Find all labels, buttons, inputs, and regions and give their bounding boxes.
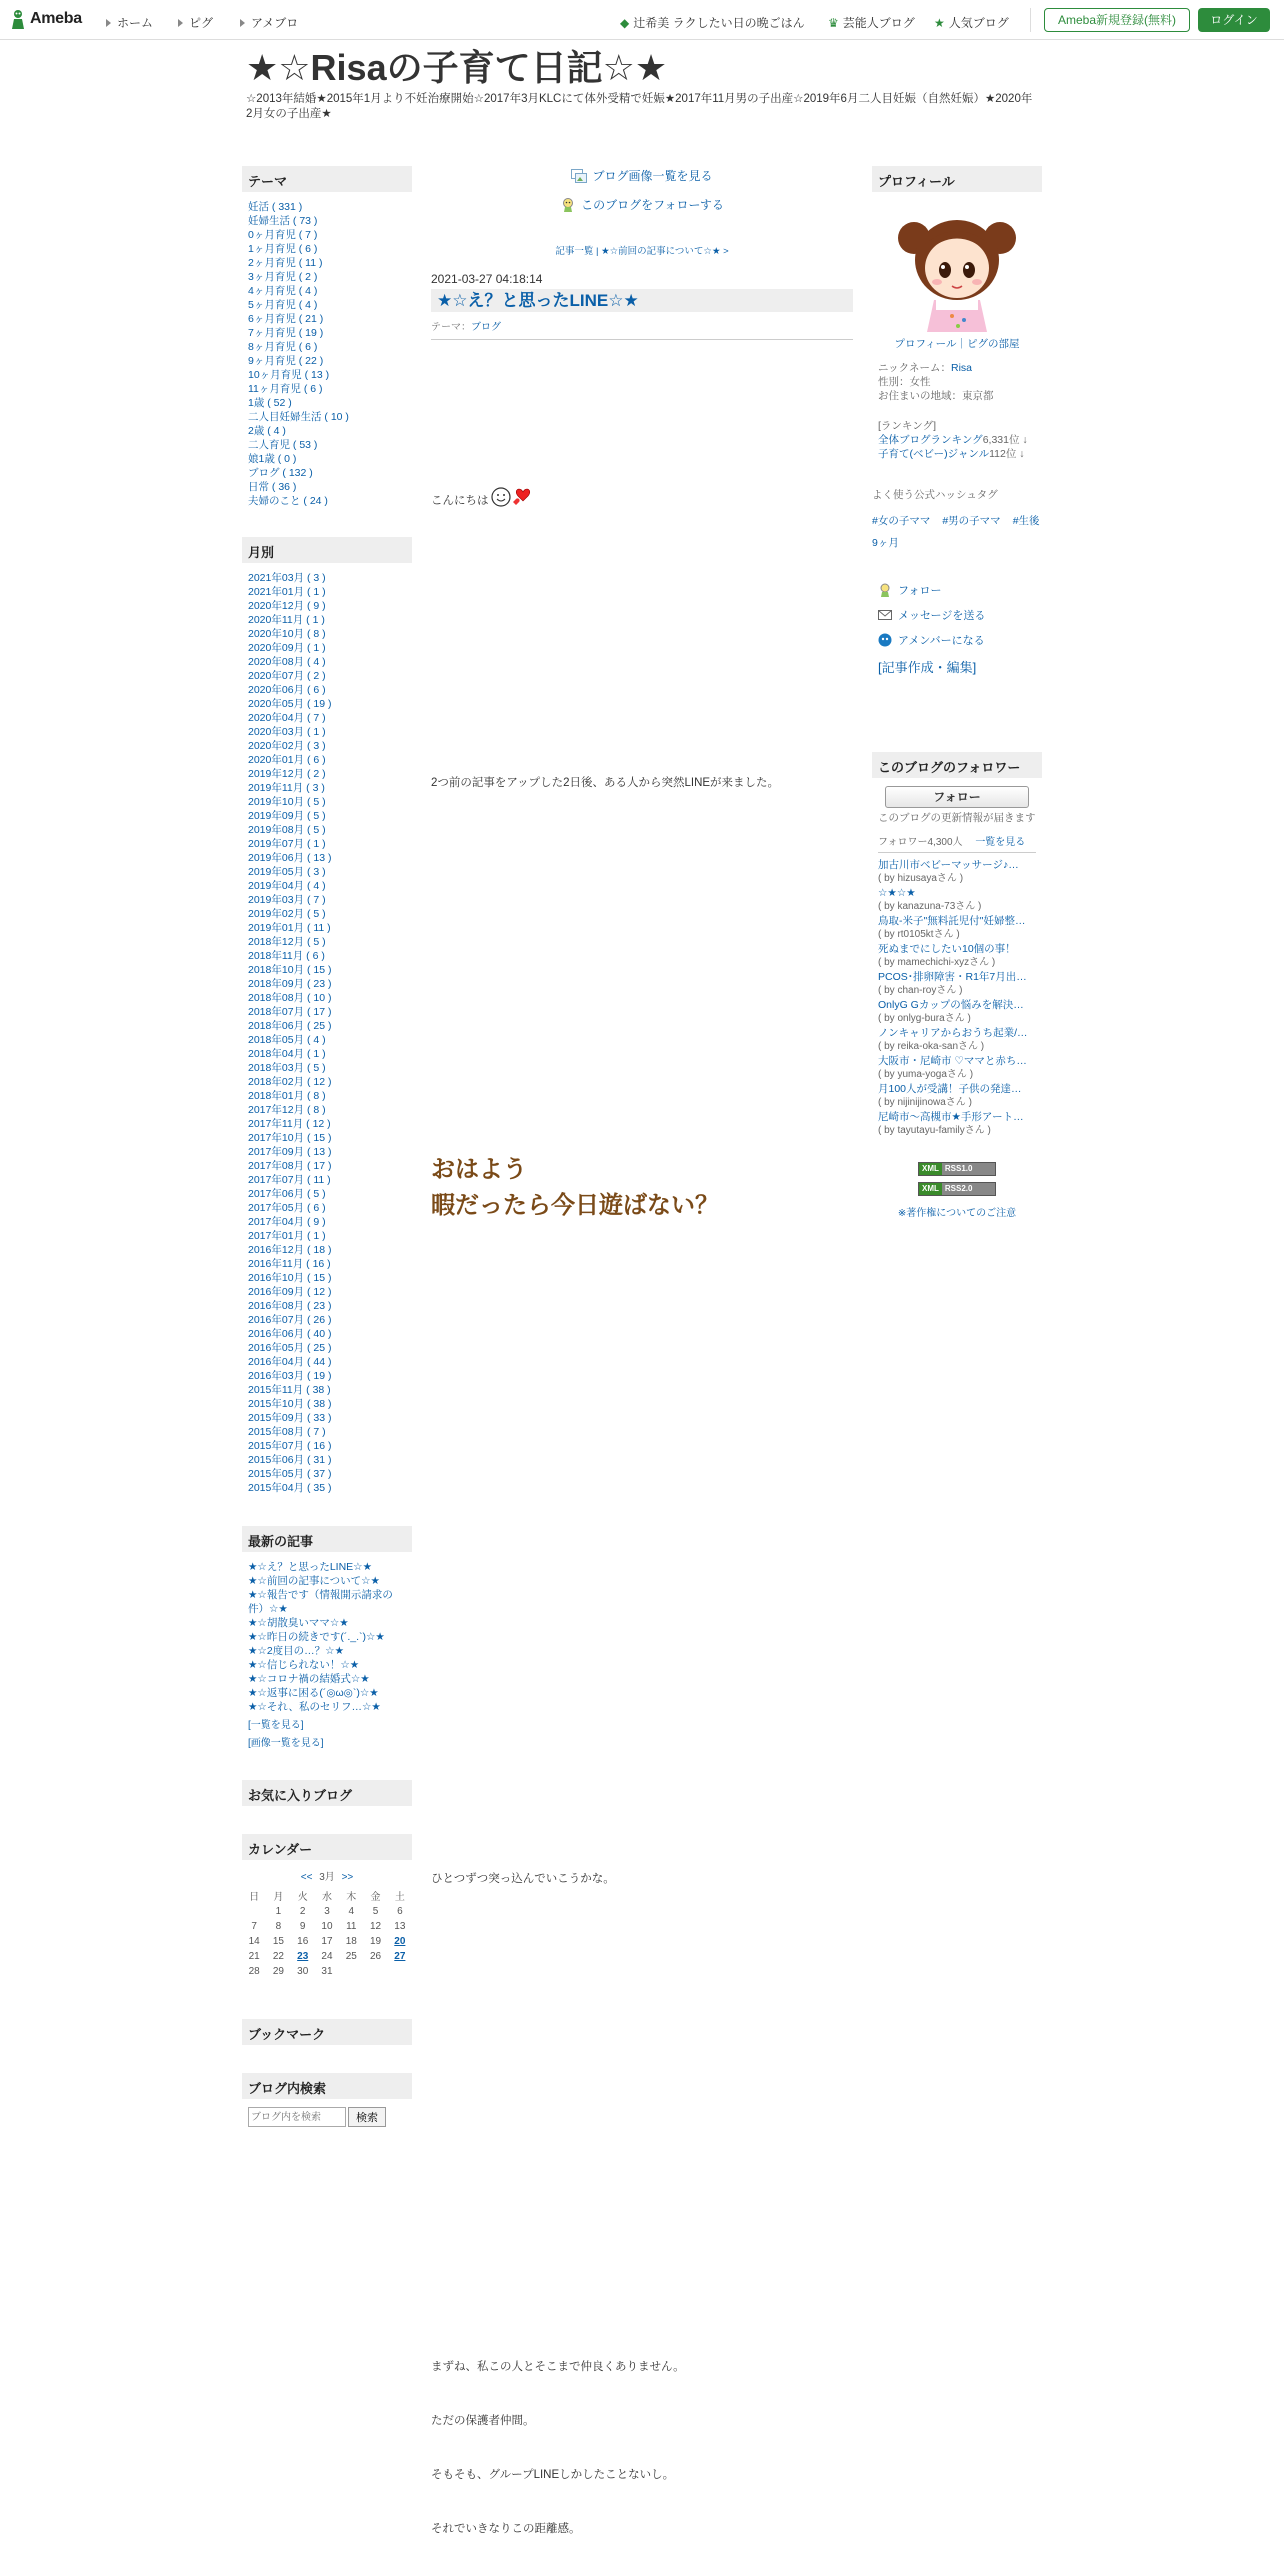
month-archive-link[interactable]: 2015年09月 ( 33 )	[248, 1412, 332, 1424]
nav-home[interactable]: ホーム	[106, 14, 153, 31]
calendar-day-link[interactable]: 20	[394, 1936, 406, 1947]
ranking-genre-link[interactable]: 子育て(ベビー)ジャンル	[878, 448, 990, 460]
rss-section	[872, 1162, 1042, 1219]
ameba-logo[interactable]	[10, 9, 82, 29]
calendar-day: 18	[345, 1936, 357, 1947]
month-archive-link[interactable]: 2020年05月 ( 19 )	[248, 698, 332, 710]
profile-link[interactable]: プロフィール｜ピグの部屋	[894, 338, 1020, 350]
follow-button[interactable]: フォロー	[885, 786, 1029, 808]
gender: 性別：女性	[878, 376, 931, 388]
month-archive-link[interactable]: 2016年03月 ( 19 )	[248, 1370, 332, 1382]
month-archive-link[interactable]: 2017年10月 ( 15 )	[248, 1132, 332, 1144]
month-archive-link[interactable]: 2019年12月 ( 2 )	[248, 768, 326, 780]
calendar-day: 1	[275, 1906, 282, 1917]
calendar-day: 8	[275, 1921, 282, 1932]
avatar-girl-image	[892, 208, 1022, 332]
calendar-day-link[interactable]: 27	[394, 1951, 406, 1962]
calendar-day: 19	[369, 1936, 382, 1947]
blog-title[interactable]: ★☆Risaの子育て日記☆★	[246, 47, 668, 88]
entry-theme-link[interactable]: ブログ	[471, 322, 501, 333]
message-action[interactable]: メッセージを送る	[878, 607, 1042, 623]
calendar-day: 12	[369, 1921, 382, 1932]
weekday-header: 土	[394, 1892, 405, 1903]
month-archive-link[interactable]: 2018年06月 ( 25 )	[248, 1020, 332, 1032]
month-archive-link[interactable]: 2015年11月 ( 38 )	[248, 1384, 331, 1396]
theme-link[interactable]: 妊婦生活 ( 73 )	[248, 215, 318, 227]
month-archive-link[interactable]: 2016年08月 ( 23 )	[248, 1300, 332, 1312]
crown-icon: ♛	[828, 15, 839, 30]
recent-list	[242, 1552, 412, 1714]
month-archive-link[interactable]: 2020年11月 ( 1 )	[248, 614, 325, 626]
month-archive-link[interactable]: 2016年11月 ( 16 )	[248, 1258, 331, 1270]
copyright-link[interactable]: ※著作権についてのご注意	[897, 1208, 1017, 1219]
follower-blog-link[interactable]: 死ぬまでにしたい10個の事！	[878, 943, 1016, 955]
envelope-icon	[878, 609, 892, 621]
logo-text: Ameba	[30, 10, 82, 27]
calendar-day: 15	[272, 1936, 284, 1947]
theme-link[interactable]: 2ヶ月育児 ( 11 )	[248, 257, 323, 269]
calendar-day-link[interactable]: 23	[297, 1951, 309, 1962]
weekday-header: 木	[346, 1892, 357, 1903]
arrow-icon	[178, 19, 183, 27]
theme-link[interactable]: 1歳 ( 52 )	[248, 397, 292, 409]
follower-blog-link[interactable]: 月100人が受講！子供の発達…	[878, 1083, 1022, 1095]
rss2-badge[interactable]: XML RSS2.0	[918, 1182, 996, 1196]
month-archive-link[interactable]: 2016年10月 ( 15 )	[248, 1272, 332, 1284]
month-archive-link[interactable]: 2019年08月 ( 5 )	[248, 824, 326, 836]
rss1-badge[interactable]: XML RSS1.0	[918, 1162, 996, 1176]
month-archive-link[interactable]: 2019年02月 ( 5 )	[248, 908, 326, 920]
calendar-prev[interactable]: <<	[300, 1872, 313, 1883]
calendar-day: 3	[324, 1906, 330, 1917]
header-link-recipe[interactable]: ◆ 辻希美 ラクしたい日の晩ごはん	[620, 15, 805, 30]
calendar-day	[339, 1964, 363, 1979]
recent-article-link[interactable]: ★☆コロナ禍の結婚式☆★	[248, 1673, 370, 1685]
entry-title[interactable]: ★☆え？と思ったLINE☆★	[431, 289, 853, 312]
theme-heading: テーマ	[242, 166, 412, 192]
follower-by: ( by hizusayaさん )	[878, 873, 964, 884]
search-section	[242, 2073, 412, 2127]
theme-link[interactable]: 7ヶ月育児 ( 19 )	[248, 327, 324, 339]
calendar-table	[242, 1887, 412, 1979]
profile-avatar[interactable]	[892, 208, 1022, 332]
arrow-icon	[106, 19, 111, 27]
entry-date: 2021-03-27 04:18:14	[431, 272, 543, 286]
theme-link[interactable]: 6ヶ月育児 ( 21 )	[248, 313, 324, 325]
follower-by: ( by yuma-yogaさん )	[878, 1069, 974, 1080]
theme-link[interactable]: 9ヶ月育児 ( 22 )	[248, 355, 324, 367]
theme-link[interactable]: 8ヶ月育児 ( 6 )	[248, 341, 318, 353]
hashtag-heading: よく使う公式ハッシュタグ	[872, 489, 998, 501]
monthly-heading: 月別	[242, 537, 412, 563]
recent-images-link[interactable]: [画像一覧を見る]	[248, 1738, 324, 1749]
recent-article-link[interactable]: ★☆報告です（情報開示請求の件）☆★	[248, 1589, 393, 1615]
search-heading: ブログ内検索	[242, 2073, 412, 2099]
arrow-icon	[240, 19, 245, 27]
month-archive-link[interactable]: 2019年03月 ( 7 )	[248, 894, 326, 906]
favorite-blogs-section	[242, 1780, 412, 1806]
month-archive-link[interactable]: 2019年10月 ( 5 )	[248, 796, 326, 808]
amember-icon	[878, 633, 892, 647]
calendar-day: 31	[321, 1966, 333, 1977]
paragraph-6: それでいきなりこの距離感。	[431, 2523, 581, 2535]
weekday-header: 日	[249, 1892, 260, 1903]
month-archive-link[interactable]: 2015年06月 ( 31 )	[248, 1454, 332, 1466]
month-archive-link[interactable]: 2015年05月 ( 37 )	[248, 1468, 332, 1480]
month-archive-link[interactable]: 2020年08月 ( 4 )	[248, 656, 326, 668]
hashtag-link[interactable]: #女の子ママ	[872, 515, 931, 527]
month-archive-link[interactable]: 2018年09月 ( 23 )	[248, 978, 332, 990]
line-message-quote	[431, 1152, 719, 1224]
month-archive-link[interactable]: 2018年11月 ( 6 )	[248, 950, 325, 962]
month-archive-link[interactable]: 2015年07月 ( 16 )	[248, 1440, 332, 1452]
calendar-day: 2	[299, 1906, 306, 1917]
month-archive-link[interactable]: 2018年08月 ( 10 )	[248, 992, 332, 1004]
calendar-day: 11	[346, 1921, 357, 1932]
image-icon	[571, 169, 587, 183]
month-archive-link[interactable]: 2015年10月 ( 38 )	[248, 1398, 332, 1410]
follower-blog-link[interactable]: 尼崎市～高槻市★手形アート…	[878, 1111, 1024, 1123]
month-archive-link[interactable]: 2019年07月 ( 1 )	[248, 838, 326, 850]
month-archive-link[interactable]: 2019年11月 ( 3 )	[248, 782, 325, 794]
smile-heart-emoji-icon	[491, 482, 537, 508]
month-archive-link[interactable]: 2017年08月 ( 17 )	[248, 1160, 332, 1172]
amember-action[interactable]: アメンバーになる	[878, 632, 1042, 648]
calendar-day: 28	[248, 1966, 260, 1977]
calendar-day: 7	[251, 1921, 257, 1932]
weekday-header: 火	[297, 1892, 308, 1903]
theme-link[interactable]: 娘1歳 ( 0 )	[248, 453, 297, 465]
month-archive-link[interactable]: 2017年07月 ( 11 )	[248, 1174, 331, 1186]
login-button[interactable]: ログイン	[1198, 8, 1270, 32]
follower-by: ( by chan-royさん )	[878, 985, 963, 996]
calendar-day: 29	[272, 1966, 284, 1977]
follower-blog-link[interactable]: 大阪市・尼崎市 ♡ママと赤ち…	[878, 1055, 1027, 1067]
follower-by: ( by tayutayu-familyさん )	[878, 1125, 991, 1136]
recent-article-link[interactable]: ★☆返事に困る(´◎ω◎`)☆★	[248, 1687, 379, 1699]
month-archive-link[interactable]: 2018年12月 ( 5 )	[248, 936, 326, 948]
calendar-day: 30	[297, 1966, 309, 1977]
calendar-day: 10	[321, 1921, 333, 1932]
theme-section	[242, 166, 412, 508]
follower-by: ( by rt0105ktさん )	[878, 929, 960, 940]
register-button[interactable]: Ameba新規登録(無料)	[1044, 8, 1190, 32]
month-archive-link[interactable]: 2017年09月 ( 13 )	[248, 1146, 332, 1158]
monthly-section	[242, 537, 412, 1495]
month-archive-link[interactable]: 2020年02月 ( 3 )	[248, 740, 326, 752]
entry-theme	[431, 318, 853, 340]
blog-description: ☆2013年結婚★2015年1月より不妊治療開始☆2017年3月KLCにて体外受精で妊娠★2017年11月男の子出産☆2019年6月二人目妊娠（自然妊娠）★2020年2月女の子出産★	[246, 93, 1033, 120]
calendar-day: 9	[299, 1921, 306, 1932]
month-archive-link[interactable]: 2017年12月 ( 8 )	[248, 1104, 326, 1116]
theme-link[interactable]: 10ヶ月育児 ( 13 )	[248, 369, 330, 381]
month-archive-link[interactable]: 2015年08月 ( 7 )	[248, 1426, 326, 1438]
ameba-logo-icon	[10, 9, 26, 29]
header-link-celebrity[interactable]: ♛ 芸能人ブログ	[828, 15, 915, 30]
follower-blog-link[interactable]: ☆★☆★	[878, 887, 916, 899]
theme-link[interactable]: ブログ ( 132 )	[248, 467, 313, 479]
favorite-heading: お気に入りブログ	[242, 1780, 412, 1806]
month-archive-link[interactable]: 2020年09月 ( 1 )	[248, 642, 326, 654]
global-header	[0, 0, 1284, 40]
calendar-day: 14	[248, 1936, 260, 1947]
follower-by: ( by mamechichi-xyzさん )	[878, 957, 996, 968]
follow-character-icon	[878, 583, 892, 597]
month-archive-link[interactable]: 2019年05月 ( 3 )	[248, 866, 326, 878]
month-archive-link[interactable]: 2015年04月 ( 35 )	[248, 1482, 332, 1494]
calendar-day	[363, 1964, 387, 1979]
follower-blog-link[interactable]: ノンキャリアからおうち起業/…	[878, 1027, 1028, 1039]
divider	[1030, 8, 1031, 32]
month-archive-link[interactable]: 2020年06月 ( 6 )	[248, 684, 326, 696]
ranking-overall: 全体ブログランキング6,331位 ↓	[878, 434, 1028, 446]
area: お住まいの地域：東京都	[878, 390, 994, 402]
theme-link[interactable]: 4ヶ月育児 ( 4 )	[248, 285, 318, 297]
follower-count-row	[878, 833, 1036, 853]
month-archive-link[interactable]: 2018年02月 ( 12 )	[248, 1076, 332, 1088]
calendar-day: 4	[348, 1906, 355, 1917]
ranking-label: [ランキング]	[878, 420, 937, 432]
month-archive-link[interactable]: 2020年07月 ( 2 )	[248, 670, 326, 682]
calendar-day: 24	[321, 1951, 333, 1962]
paragraph-5: そもそも、グループLINEしかしたことないし。	[431, 2469, 675, 2481]
theme-link[interactable]: 1ヶ月育児 ( 6 )	[248, 243, 318, 255]
nav-pigg[interactable]: ピグ	[178, 14, 213, 31]
calendar-day: 16	[297, 1936, 309, 1947]
followers-heading: このブログのフォロワー	[872, 752, 1042, 778]
diamond-icon: ◆	[620, 15, 630, 30]
month-archive-link[interactable]: 2016年12月 ( 18 )	[248, 1244, 332, 1256]
follower-by: ( by kanazuna-73さん )	[878, 901, 982, 912]
theme-list	[242, 192, 412, 508]
month-archive-link[interactable]: 2017年11月 ( 12 )	[248, 1118, 331, 1130]
month-archive-link[interactable]: 2019年09月 ( 5 )	[248, 810, 326, 822]
month-archive-link[interactable]: 2020年04月 ( 7 )	[248, 712, 326, 724]
month-archive-link[interactable]: 2020年03月 ( 1 )	[248, 726, 326, 738]
line-message-line-2: 暇だったら今日遊ばない？	[431, 1192, 719, 1219]
follower-count: フォロワー4,300人	[878, 837, 963, 848]
recent-all-link[interactable]: [一覧を見る]	[248, 1720, 304, 1731]
theme-link[interactable]: 0ヶ月育児 ( 7 )	[248, 229, 318, 241]
month-archive-link[interactable]: 2016年07月 ( 26 )	[248, 1314, 332, 1326]
header-link-popular[interactable]: ★ 人気ブログ	[934, 15, 1009, 30]
hashtag-link[interactable]: #男の子ママ	[942, 515, 1001, 527]
theme-link[interactable]: 3ヶ月育児 ( 2 )	[248, 271, 318, 283]
month-archive-link[interactable]: 2019年01月 ( 11 )	[248, 922, 331, 934]
theme-link[interactable]: 夫婦のこと ( 24 )	[248, 495, 328, 507]
follow-blog-link[interactable]: このブログをフォローする	[431, 196, 853, 213]
month-archive-link[interactable]: 2018年07月 ( 17 )	[248, 1006, 332, 1018]
calendar-day: 25	[345, 1951, 357, 1962]
calendar-day: 22	[272, 1951, 284, 1962]
theme-link[interactable]: 日常 ( 36 )	[248, 481, 297, 493]
paragraph-1: 2つ前の記事をアップした2日後、ある人から突然LINEが来ました。	[431, 777, 780, 789]
month-archive-link[interactable]: 2021年01月 ( 1 )	[248, 586, 326, 598]
theme-link[interactable]: 妊活 ( 331 )	[248, 201, 303, 213]
theme-link[interactable]: 11ヶ月育児 ( 6 )	[248, 383, 323, 395]
theme-link[interactable]: 2歳 ( 4 )	[248, 425, 286, 437]
follow-character-icon	[560, 198, 576, 212]
calendar-day: 5	[372, 1906, 379, 1917]
paragraph-4: ただの保護者仲間。	[431, 2415, 535, 2427]
follower-list	[872, 853, 1042, 1138]
month-archive-link[interactable]: 2019年06月 ( 13 )	[248, 852, 332, 864]
follower-by: ( by onlyg-buraさん )	[878, 1013, 971, 1024]
follower-blog-link[interactable]: 鳥取-米子"無料託児付"妊婦整…	[878, 915, 1026, 927]
month-archive-link[interactable]: 2021年03月 ( 3 )	[248, 572, 326, 584]
hashtag-link[interactable]: #生後9ヶ月	[872, 515, 1040, 549]
calendar-day: 21	[248, 1951, 260, 1962]
month-archive-link[interactable]: 2018年10月 ( 15 )	[248, 964, 332, 976]
follower-blog-link[interactable]: PCOS･排卵障害・R1年7月出…	[878, 971, 1027, 983]
month-archive-link[interactable]: 2017年04月 ( 9 )	[248, 1216, 326, 1228]
follower-blog-link[interactable]: 加古川市ベビーマッサージ♪…	[878, 859, 1019, 871]
profile-section	[872, 166, 1042, 676]
recent-article-link[interactable]: ★☆胡散臭いママ☆★	[248, 1617, 349, 1629]
greeting-line	[431, 482, 537, 508]
recent-article-link[interactable]: ★☆昨日の続きです(´._.`)☆★	[248, 1631, 385, 1643]
edit-link[interactable]: [記事作成・編集]	[878, 660, 977, 675]
month-archive-link[interactable]: 2017年01月 ( 1 )	[248, 1230, 326, 1242]
recent-heading: 最新の記事	[242, 1526, 412, 1552]
blog-search-input[interactable]	[248, 2107, 346, 2127]
recent-article-link[interactable]: ★☆2度目の…？☆★	[248, 1645, 344, 1657]
month-archive-link[interactable]: 2016年06月 ( 40 )	[248, 1328, 332, 1340]
follower-by: ( by nijinijinowaさん )	[878, 1097, 972, 1108]
greeting-text: こんにちは	[431, 495, 489, 507]
hashtag-list	[872, 510, 1040, 554]
month-archive-link[interactable]: 2018年01月 ( 8 )	[248, 1090, 326, 1102]
month-archive-link[interactable]: 2016年04月 ( 44 )	[248, 1356, 332, 1368]
theme-link[interactable]: 二人育児 ( 53 )	[248, 439, 318, 451]
recent-section	[242, 1526, 412, 1753]
calendar-day: 17	[321, 1936, 333, 1947]
month-archive-link[interactable]: 2020年10月 ( 8 )	[248, 628, 326, 640]
month-archive-link[interactable]: 2018年04月 ( 1 )	[248, 1048, 326, 1060]
star-icon: ★	[934, 15, 945, 30]
calendar-day: 26	[369, 1951, 382, 1962]
recent-article-link[interactable]: ★☆前回の記事について☆★	[248, 1575, 380, 1587]
nickname-row: ニックネーム：Risa	[878, 362, 972, 374]
ranking-genre: 子育て(ベビー)ジャンル112位 ↓	[878, 448, 1025, 460]
paragraph-2: ひとつずつ突っ込んでいこうかな。	[431, 1873, 615, 1885]
profile-heading: プロフィール	[872, 166, 1042, 192]
followers-section	[872, 752, 1042, 1219]
nickname-link[interactable]: Risa	[950, 362, 972, 374]
month-archive-link[interactable]: 2016年05月 ( 25 )	[248, 1342, 332, 1354]
bookmark-section	[242, 2019, 412, 2045]
weekday-header: 水	[321, 1892, 332, 1903]
blog-search-button[interactable]: 検索	[348, 2107, 386, 2127]
recent-article-link[interactable]: ★☆え？と思ったLINE☆★	[248, 1561, 372, 1573]
month-archive-link[interactable]: 2018年03月 ( 5 )	[248, 1062, 326, 1074]
calendar-month: 3月	[319, 1872, 335, 1883]
calendar-day: 6	[397, 1906, 403, 1917]
calendar-day: 13	[394, 1921, 406, 1932]
month-archive-link[interactable]: 2017年06月 ( 5 )	[248, 1188, 326, 1200]
entry-theme-label: テーマ：	[431, 322, 471, 333]
theme-link[interactable]: 二人目妊婦生活 ( 10 )	[248, 411, 349, 423]
weekday-header: 金	[370, 1892, 381, 1903]
see-all-followers-link[interactable]: 一覧を見る	[975, 837, 1026, 848]
recent-article-link[interactable]: ★☆それ、私のセリフ…☆★	[248, 1701, 381, 1713]
recent-article-link[interactable]: ★☆信じられない！☆★	[248, 1659, 360, 1671]
bookmark-heading: ブックマーク	[242, 2019, 412, 2045]
calendar-heading: カレンダー	[242, 1834, 412, 1860]
month-archive-link[interactable]: 2018年05月 ( 4 )	[248, 1034, 326, 1046]
month-archive-link[interactable]: 2019年04月 ( 4 )	[248, 880, 326, 892]
calendar-next[interactable]: >>	[341, 1872, 354, 1883]
breadcrumbs[interactable]: 記事一覧 | ★☆前回の記事について☆★ >	[555, 246, 729, 257]
ranking-overall-link[interactable]: 全体ブログランキング	[878, 434, 983, 446]
follower-blog-link[interactable]: OnlyG Gカップの悩みを解決…	[878, 999, 1024, 1011]
monthly-list	[242, 563, 412, 1495]
paragraph-3: まずね、私この人とそこまで仲良くありません。	[431, 2361, 685, 2373]
weekday-header: 月	[273, 1892, 284, 1903]
follower-by: ( by reika-oka-sanさん )	[878, 1041, 985, 1052]
month-archive-link[interactable]: 2016年09月 ( 12 )	[248, 1286, 332, 1298]
month-archive-link[interactable]: 2017年05月 ( 6 )	[248, 1202, 326, 1214]
month-archive-link[interactable]: 2020年01月 ( 6 )	[248, 754, 326, 766]
follow-action[interactable]: フォロー	[878, 582, 1042, 598]
theme-link[interactable]: 5ヶ月育児 ( 4 )	[248, 299, 318, 311]
follow-note: このブログの更新情報が届きます	[878, 812, 1036, 824]
nav-ameblo[interactable]: アメブロ	[240, 14, 298, 31]
month-archive-link[interactable]: 2020年12月 ( 9 )	[248, 600, 326, 612]
calendar-day	[242, 1904, 266, 1919]
line-message-line-1: おはよう	[431, 1156, 527, 1183]
calendar-day	[388, 1964, 412, 1979]
image-list-link[interactable]: ブログ画像一覧を見る	[431, 167, 853, 184]
calendar-section	[242, 1834, 412, 1979]
